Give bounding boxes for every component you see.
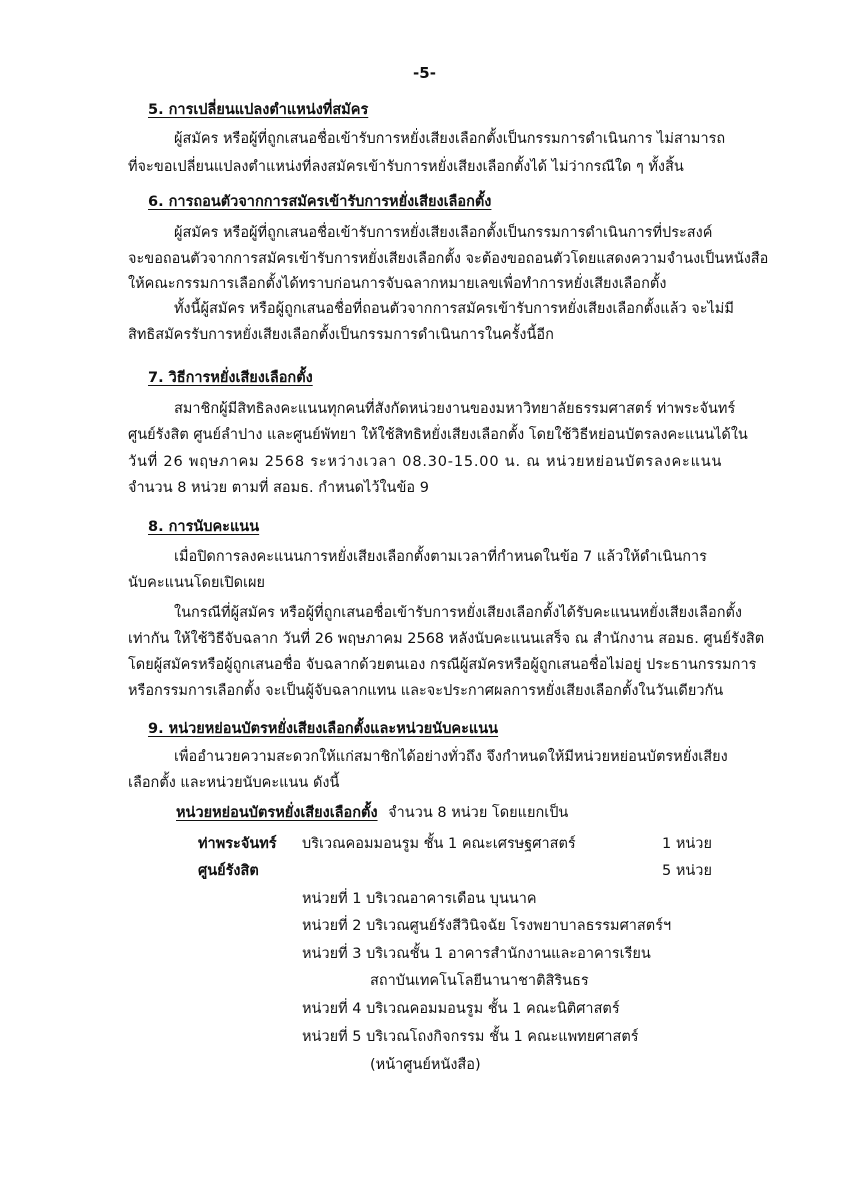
tha-prachan-location: บริเวณคอมมอนรูม ชั้น 1 คณะเศรษฐศาสตร์	[302, 836, 576, 852]
section-7-heading: 7. วิธีการหยั่งเสียงเลือกตั้ง	[148, 370, 313, 386]
section-9-line-2: เลือกตั้ง และหน่วยนับคะแนน ดังนี้	[128, 775, 340, 791]
section-6-line-1: ผู้สมัคร หรือผู้ที่ถูกเสนอชื่อเข้ารับการหยั่งเสียงเลือกตั้งเป็นกรรมการดำเนินการที่ประสงค์	[174, 225, 713, 241]
section-6-line-2: จะขอถอนตัวจากการสมัครเข้ารับการหยั่งเสียงเลือกตั้ง จะต้องขอถอนตัวโดยแสดงความจำนงเป็นหนังสือ	[128, 251, 769, 267]
rangsit-count: 5 หน่วย	[662, 863, 712, 879]
section-5-heading: 5. การเปลี่ยนแปลงตำแหน่งที่สมัคร	[148, 102, 369, 118]
polling-units-row	[176, 802, 568, 826]
tha-prachan-count: 1 หน่วย	[662, 836, 712, 852]
section-8-line-5: โดยผู้สมัครหรือผู้ถูกเสนอชื่อ จับฉลากด้วยตนเอง กรณีผู้สมัครหรือผู้ถูกเสนอชื่อไม่อยู่ ประธานกรรมการ	[128, 657, 757, 673]
section-7-line-3: วันที่ 26 พฤษภาคม 2568 ระหว่างเวลา 08.30-15.00 น. ณ หน่วยหย่อนบัตรลงคะแนน	[128, 454, 723, 470]
section-8-line-3: ในกรณีที่ผู้สมัคร หรือผู้ที่ถูกเสนอชื่อเข้ารับการหยั่งเสียงเลือกตั้งได้รับคะแนนหยั่งเสียงเลือกตั้ง	[174, 605, 742, 621]
section-7-line-2: ศูนย์รังสิต ศูนย์ลำปาง และศูนย์พัทยา ให้ใช้สิทธิหยั่งเสียงเลือกตั้ง โดยใช้วิธีหย่อนบัตรลงคะแนนได้ใน	[128, 427, 748, 443]
section-8-heading: 8. การนับคะแนน	[148, 519, 260, 535]
section-6-line-3: ให้คณะกรรมการเลือกตั้งได้ทราบก่อนการจับฉลากหมายเลขเพื่อทำการหยั่งเสียงเลือกตั้ง	[128, 276, 667, 292]
section-8-line-4: เท่ากัน ให้ใช้วิธีจับฉลาก วันที่ 26 พฤษภาคม 2568 หลังนับคะแนนเสร็จ ณ สำนักงาน สอมธ. ศูนย์รังสิต	[128, 631, 765, 647]
section-7-line-4: จำนวน 8 หน่วย ตามที่ สอมธ. กำหนดไว้ในข้อ 9	[128, 480, 429, 496]
polling-units-title: หน่วยหย่อนบัตรหยั่งเสียงเลือกตั้ง	[176, 805, 378, 821]
section-5-line-1: ผู้สมัคร หรือผู้ที่ถูกเสนอชื่อเข้ารับการหยั่งเสียงเลือกตั้งเป็นกรรมการดำเนินการ ไม่สามารถ	[174, 131, 726, 147]
polling-units-summary: จำนวน 8 หน่วย โดยแยกเป็น	[388, 805, 569, 821]
section-7-line-1: สมาชิกผู้มีสิทธิลงคะแนนทุกคนที่สังกัดหน่วยงานของมหาวิทยาลัยธรรมศาสตร์ ท่าพระจันทร์	[174, 401, 736, 417]
rangsit-unit-4: หน่วยที่ 4 บริเวณคอมมอนรูม ชั้น 1 คณะนิติศาสตร์	[302, 1001, 620, 1017]
section-8-line-1: เมื่อปิดการลงคะแนนการหยั่งเสียงเลือกตั้งตามเวลาที่กำหนดในข้อ 7 แล้วให้ดำเนินการ	[174, 549, 707, 565]
section-8-line-2: นับคะแนนโดยเปิดเผย	[128, 575, 265, 591]
rangsit-label: ศูนย์รังสิต	[198, 863, 259, 879]
page-number: -5-	[413, 64, 436, 82]
rangsit-unit-1: หน่วยที่ 1 บริเวณอาคารเดือน บุนนาค	[302, 891, 537, 907]
section-8-line-6: หรือกรรมการเลือกตั้ง จะเป็นผู้จับฉลากแทน และจะประกาศผลการหยั่งเสียงเลือกตั้งในวันเดียวกัน	[128, 683, 724, 699]
section-5-line-2: ที่จะขอเปลี่ยนแปลงตำแหน่งที่ลงสมัครเข้ารับการหยั่งเสียงเลือกตั้งได้ ไม่ว่ากรณีใด ๆ ทั้งสิ้น	[128, 159, 684, 175]
rangsit-unit-5-cont: (หน้าศูนย์หนังสือ)	[370, 1057, 481, 1073]
rangsit-unit-3-cont: สถาบันเทคโนโลยีนานาชาติสิรินธร	[370, 973, 589, 989]
rangsit-unit-5: หน่วยที่ 5 บริเวณโถงกิจกรรม ชั้น 1 คณะแพทยศาสตร์	[302, 1029, 639, 1045]
tha-prachan-label: ท่าพระจันทร์	[198, 836, 277, 852]
section-9-line-1: เพื่ออำนวยความสะดวกให้แก่สมาชิกได้อย่างทั่วถึง จึงกำหนดให้มีหน่วยหย่อนบัตรหยั่งเสียง	[174, 749, 728, 765]
section-6-line-5: สิทธิสมัครรับการหยั่งเสียงเลือกตั้งเป็นกรรมการดำเนินการในครั้งนี้อีก	[128, 327, 554, 343]
rangsit-unit-2: หน่วยที่ 2 บริเวณศูนย์รังสีวินิจฉัย โรงพยาบาลธรรมศาสตร์ฯ	[302, 918, 672, 934]
rangsit-unit-3: หน่วยที่ 3 บริเวณชั้น 1 อาคารสำนักงานและอาคารเรียน	[302, 946, 651, 962]
section-6-heading: 6. การถอนตัวจากการสมัครเข้ารับการหยั่งเสียงเลือกตั้ง	[148, 194, 492, 210]
section-9-heading: 9. หน่วยหย่อนบัตรหยั่งเสียงเลือกตั้งและหน่วยนับคะแนน	[148, 721, 499, 737]
section-6-line-4: ทั้งนี้ผู้สมัคร หรือผู้ถูกเสนอชื่อที่ถอนตัวจากการสมัครเข้ารับการหยั่งเสียงเลือกตั้งแล้ว จะไม่มี	[174, 301, 734, 317]
